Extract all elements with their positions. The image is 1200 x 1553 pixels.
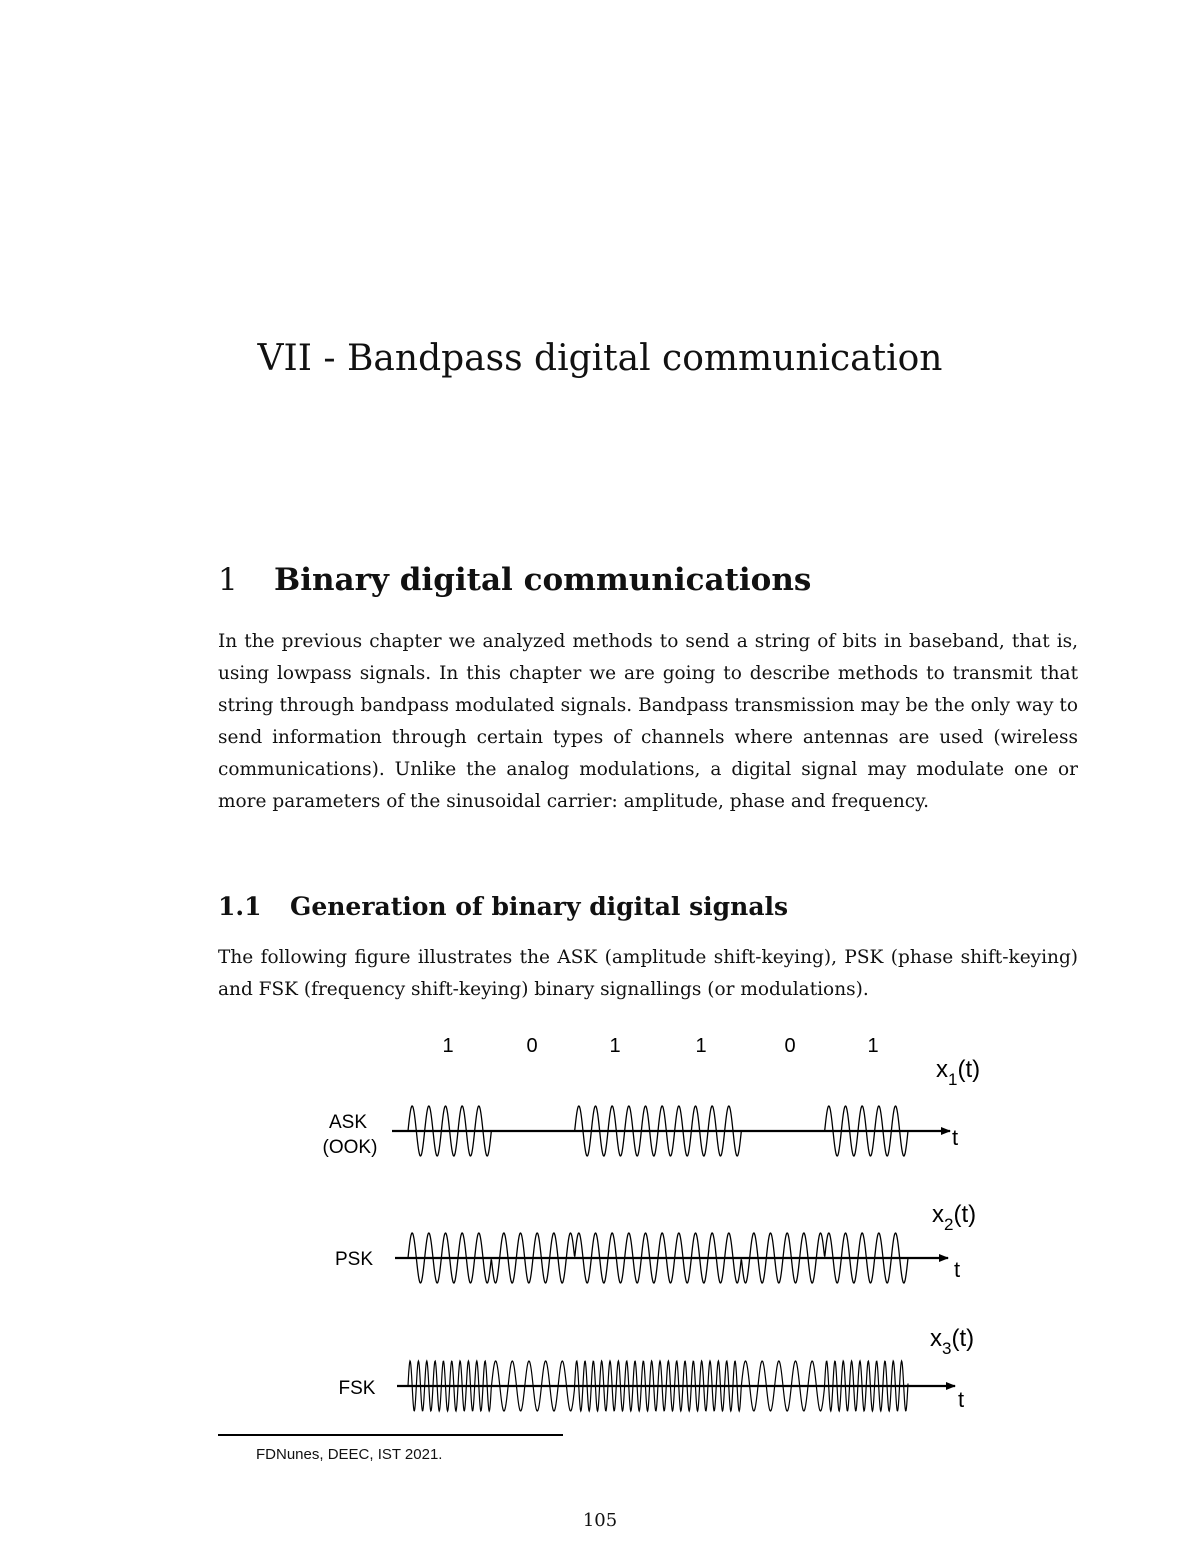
psk-axis-label: t <box>954 1257 961 1282</box>
footnote: FDNunes, DEEC, IST 2021. <box>256 1446 443 1463</box>
bit-label: 0 <box>526 1035 538 1057</box>
subsection-heading <box>218 892 788 921</box>
bit-labels <box>442 1035 878 1057</box>
bit-label: 1 <box>867 1035 879 1057</box>
chapter-title: VII - Bandpass digital communication <box>257 338 943 379</box>
ask-label-ook: (OOK) <box>322 1137 378 1158</box>
bit-label: 1 <box>695 1035 707 1057</box>
psk-row <box>335 1201 976 1283</box>
fsk-signal-subscript: 3 <box>942 1339 952 1358</box>
figure-intro-paragraph: The following figure illustrates the ASK (amplitude shift-keying), PSK (phase shift-keying) and FSK (frequency shift-keying) binary signallings (or modulations). <box>218 947 1078 1000</box>
fsk-row <box>339 1325 975 1412</box>
subsection-number: 1.1 <box>218 892 262 921</box>
fsk-signal-label <box>930 1325 974 1358</box>
modulation-figure <box>300 1025 1020 1425</box>
ask-signal-name: x <box>936 1056 948 1083</box>
fsk-axis-label: t <box>958 1387 965 1412</box>
ask-signal-subscript: 1 <box>948 1070 958 1089</box>
psk-signal-name: x <box>932 1201 944 1228</box>
ask-label: ASK <box>328 1112 368 1133</box>
psk-label: PSK <box>334 1249 374 1270</box>
ask-signal-arg: (t) <box>957 1056 981 1083</box>
section-title: Binary digital communications <box>274 562 812 598</box>
psk-signal-subscript: 2 <box>944 1215 954 1234</box>
fsk-waveform <box>408 1361 908 1411</box>
fsk-signal-arg: (t) <box>951 1325 975 1352</box>
page-number: 105 <box>582 1510 618 1531</box>
ask-waveform <box>408 1106 908 1156</box>
section-number: 1 <box>218 562 238 598</box>
bit-label: 0 <box>784 1035 796 1057</box>
psk-signal-arg: (t) <box>953 1201 977 1228</box>
bit-label: 1 <box>609 1035 621 1057</box>
ask-axis-label: t <box>952 1125 959 1150</box>
section-heading <box>218 562 811 598</box>
ask-row <box>323 1056 981 1158</box>
subsection-title: Generation of binary digital signals <box>290 892 789 921</box>
psk-waveform <box>408 1233 908 1283</box>
bit-label: 1 <box>442 1035 454 1057</box>
fsk-label: FSK <box>338 1378 376 1399</box>
fsk-signal-name: x <box>930 1325 942 1352</box>
psk-signal-label <box>932 1201 976 1234</box>
intro-paragraph: In the previous chapter we analyzed methods to send a string of bits in baseband, that is, using lowpass signals. In this chapter we are going to describe methods to transmit that string through bandpass modulated signals. Bandpass transmission may be the only way to send information through certain types of channels where antennas are used (wireless communications). Unlike the analog modulations, a digital signal may modulate one or more parameters of the sinusoidal carrier: amplitude, phase and frequency. <box>218 631 1078 812</box>
ask-signal-label <box>936 1056 980 1089</box>
footnote-rule <box>218 1434 563 1436</box>
